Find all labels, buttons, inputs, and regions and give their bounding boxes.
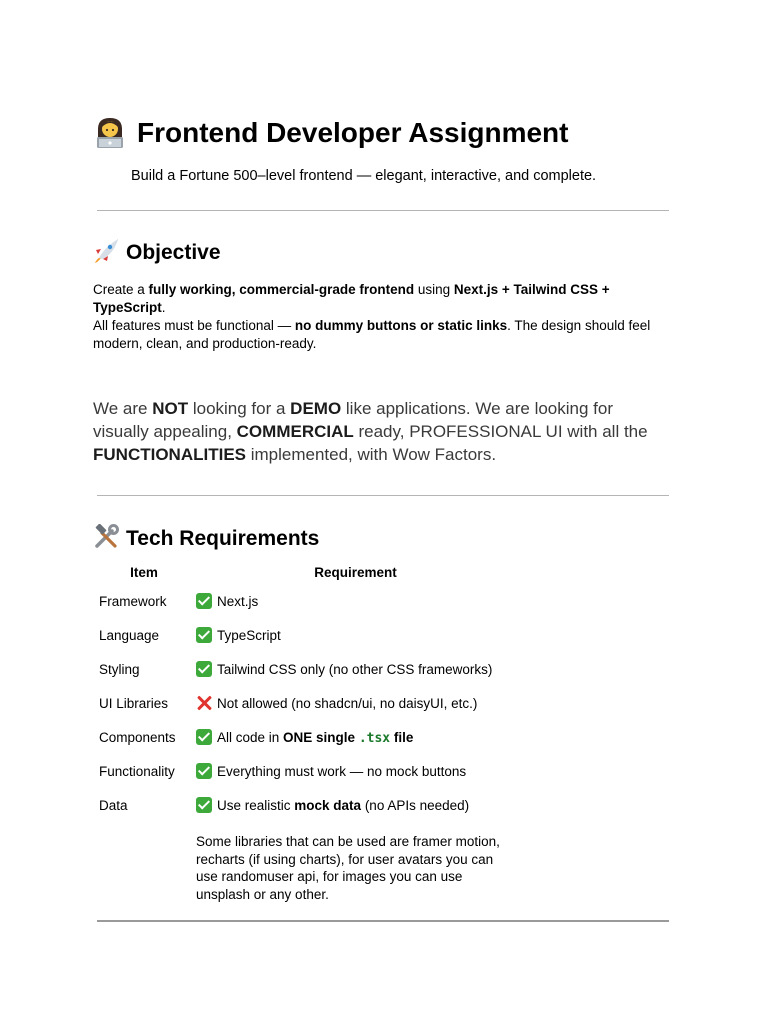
- text-run: .: [161, 300, 166, 315]
- row-item: UI Libraries: [99, 695, 169, 711]
- divider: [97, 495, 669, 496]
- row-requirement: [195, 720, 516, 754]
- row-requirement: [195, 584, 516, 618]
- objective-heading-text: Objective: [126, 241, 221, 264]
- text-run: Create a: [93, 282, 149, 297]
- text-run: using: [414, 282, 454, 297]
- row-item: Language: [99, 627, 160, 643]
- text-run: ready, PROFESSIONAL UI with all the: [353, 422, 648, 441]
- bold-run: ONE single: [283, 729, 356, 745]
- row-requirement: [195, 788, 516, 822]
- row-requirement: [195, 652, 516, 686]
- technologist-icon: [93, 115, 127, 149]
- table-row: [93, 720, 516, 754]
- requirement-text: Everything must work — no mock buttons: [217, 764, 467, 779]
- tech-heading-text: Tech Requirements: [126, 527, 320, 550]
- subtitle: Build a Fortune 500–level frontend — elegant, interactive, and complete.: [131, 168, 597, 184]
- row-item: Data: [99, 797, 128, 813]
- bold-run: no dummy buttons or static links: [294, 318, 508, 333]
- row-item: Framework: [99, 593, 167, 609]
- table-row: [93, 788, 516, 822]
- rocket-icon: [93, 238, 119, 264]
- row-item: Components: [99, 729, 176, 745]
- check-icon: [196, 763, 212, 779]
- text-run: like applications. We are looking for visually appealing,: [93, 399, 613, 441]
- bold-run: COMMERCIAL: [236, 422, 354, 441]
- cross-icon: [196, 695, 212, 711]
- title-text: Frontend Developer Assignment: [137, 117, 569, 148]
- table-row: [93, 584, 516, 618]
- requirement-text: Use realistic: [217, 798, 295, 813]
- text-run: All features must be functional —: [93, 318, 295, 333]
- column-header-item: Item: [130, 564, 158, 580]
- row-item: Functionality: [99, 763, 175, 779]
- divider: [97, 920, 669, 922]
- table-row: [93, 686, 516, 720]
- check-icon: [196, 661, 212, 677]
- callout-paragraph: [93, 397, 668, 466]
- column-header-requirement: Requirement: [314, 564, 397, 580]
- table-row: [93, 652, 516, 686]
- table-row: [93, 754, 516, 788]
- objective-paragraph: [93, 281, 668, 353]
- check-icon: [196, 797, 212, 813]
- bold-run: Next.js + Tailwind CSS + TypeScript: [93, 282, 610, 315]
- check-icon: [196, 627, 212, 643]
- requirements-table: [93, 560, 516, 822]
- tech-heading: [93, 524, 319, 553]
- requirement-text: (no APIs needed): [361, 798, 470, 813]
- requirement-text: Tailwind CSS only (no other CSS frameworks): [217, 662, 493, 677]
- row-requirement: [195, 618, 516, 652]
- text-run: We are: [93, 399, 153, 418]
- row-requirement: [195, 754, 516, 788]
- text-run: . The design should feel modern, clean, and production-ready.: [93, 318, 651, 351]
- bold-run: DEMO: [290, 399, 342, 418]
- page-title: [93, 113, 568, 153]
- requirement-text: All code in: [217, 729, 284, 745]
- text-run: looking for a: [188, 399, 291, 418]
- bold-run: mock data: [294, 798, 362, 813]
- text-run: implemented, with Wow Factors.: [246, 445, 497, 464]
- check-icon: [196, 729, 212, 745]
- table-row: [93, 618, 516, 652]
- row-item: Styling: [99, 661, 140, 677]
- hammer-and-wrench-icon: [93, 524, 119, 550]
- bold-run: FUNCTIONALITIES: [93, 445, 246, 464]
- divider: [97, 210, 669, 211]
- code-run: .tsx: [358, 730, 391, 746]
- requirement-text: Not allowed (no shadcn/ui, no daisyUI, etc.): [217, 696, 478, 711]
- requirement-text: Next.js: [217, 594, 259, 609]
- objective-heading: [93, 238, 221, 267]
- libraries-note: Some libraries that can be used are framer motion, recharts (if using charts), for user avatars you can use randomuser api, for images you can use unsplash or any other.: [196, 834, 500, 902]
- check-icon: [196, 593, 212, 609]
- bold-run: file: [393, 729, 414, 745]
- bold-run: NOT: [152, 399, 189, 418]
- requirement-text: TypeScript: [217, 628, 281, 643]
- bold-run: fully working, commercial-grade frontend: [148, 282, 415, 297]
- row-requirement: [195, 686, 516, 720]
- table-header-row: [93, 560, 516, 584]
